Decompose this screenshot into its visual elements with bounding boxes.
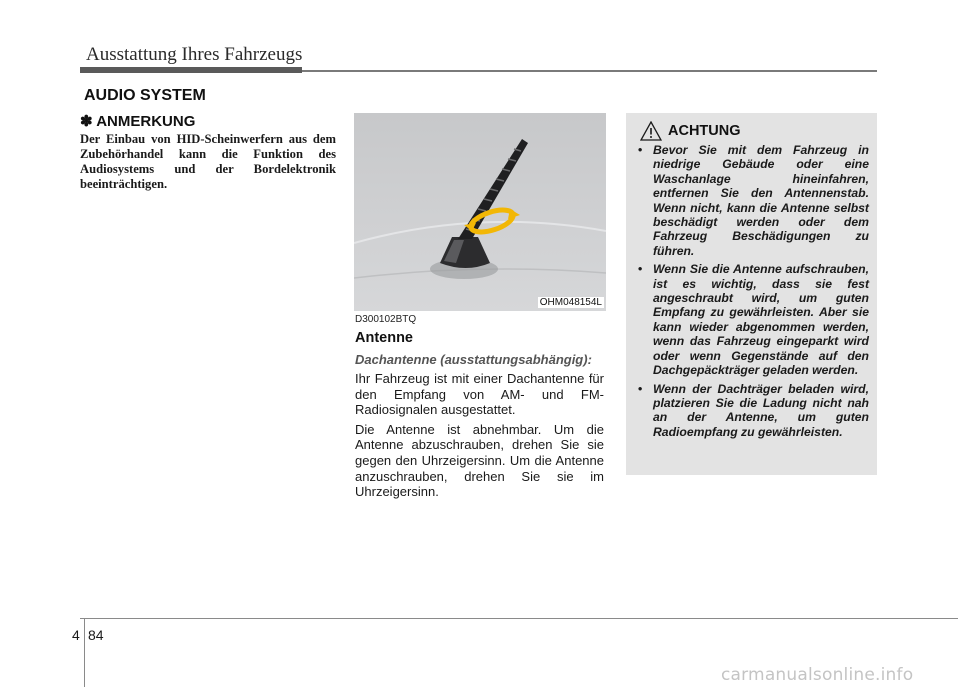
watermark: carmanualsonline.info xyxy=(721,665,914,685)
caution-title: ACHTUNG xyxy=(668,123,741,139)
antenna-paragraph: Ihr Fahrzeug ist mit einer Dachantenne für den Empfang von AM- und FM-Radiosignalen ausgestattet. xyxy=(355,371,604,418)
bullet: • xyxy=(638,143,643,157)
footer-rule xyxy=(80,618,958,619)
bullet: • xyxy=(638,381,643,396)
document-code: D300102BTQ xyxy=(355,314,417,325)
antenna-paragraph: Die Antenne ist abnehmbar. Um die Antenne abzuschrauben, drehen Sie sie gegen den Uhrzeigersinn. Um die Antenne anzuschrauben, drehen Sie sie im Uhrzeigersinn. xyxy=(355,421,604,500)
caution-item-text: Bevor Sie mit dem Fahrzeug in niedrige Gebäude oder eine Waschanlage hineinfahren, entfernen Sie den Antennenstab. Wenn nicht, kann die Antenne selbst beschädigt werden oder dem Fahrzeug Beschädigungen zu führen. xyxy=(653,143,869,258)
caution-item-text: Wenn Sie die Antenne aufschrauben, ist es wichtig, dass sie fest angeschraubt wird, um guten Empfang zu gewährleisten. Aber sie kann wieder abgenommen werden, wenn das Fahrzeug eingeparkt wird oder wenn Gegenstände auf den Dachgepäckträger geladen werden. xyxy=(653,262,869,378)
caution-list xyxy=(634,143,869,439)
caution-item xyxy=(634,382,869,440)
antenna-heading: Antenne xyxy=(355,330,413,346)
figure-code: OHM048154L xyxy=(539,297,602,308)
antenna-section xyxy=(355,314,604,504)
caution-item-text: Wenn der Dachträger beladen wird, platzieren Sie die Ladung nicht nah an der Antenne, um guten Radioempfang zu gewährleisten. xyxy=(653,381,869,439)
note-heading: ANMERKUNG xyxy=(96,113,196,130)
warning-triangle-icon xyxy=(640,121,662,141)
antenna-illustration xyxy=(354,113,606,311)
footer-divider xyxy=(84,618,85,687)
page-number: 84 xyxy=(88,627,104,643)
chapter-number: 4 xyxy=(72,627,80,643)
header-title: Ausstattung Ihres Fahrzeugs xyxy=(86,44,303,65)
asterisk-icon: ✽ xyxy=(80,113,93,130)
caution-header xyxy=(634,121,869,141)
section-title: AUDIO SYSTEM xyxy=(84,87,206,104)
bullet: • xyxy=(638,262,643,277)
caution-item xyxy=(634,262,869,377)
note-box xyxy=(80,112,336,192)
antenna-figure xyxy=(354,113,606,311)
note-text: Der Einbau von HID-Scheinwerfern aus dem Zubehörhandel kann die Funktion des Audiosystems und der Bordelektronik beeinträchtigen. xyxy=(80,132,336,191)
header-rule xyxy=(302,70,877,72)
header-bar xyxy=(80,67,302,73)
note-heading-row xyxy=(80,112,336,130)
caution-item xyxy=(634,143,869,258)
caution-box xyxy=(626,113,877,475)
antenna-subheading: Dachantenne (ausstattungsabhängig): xyxy=(355,352,592,367)
